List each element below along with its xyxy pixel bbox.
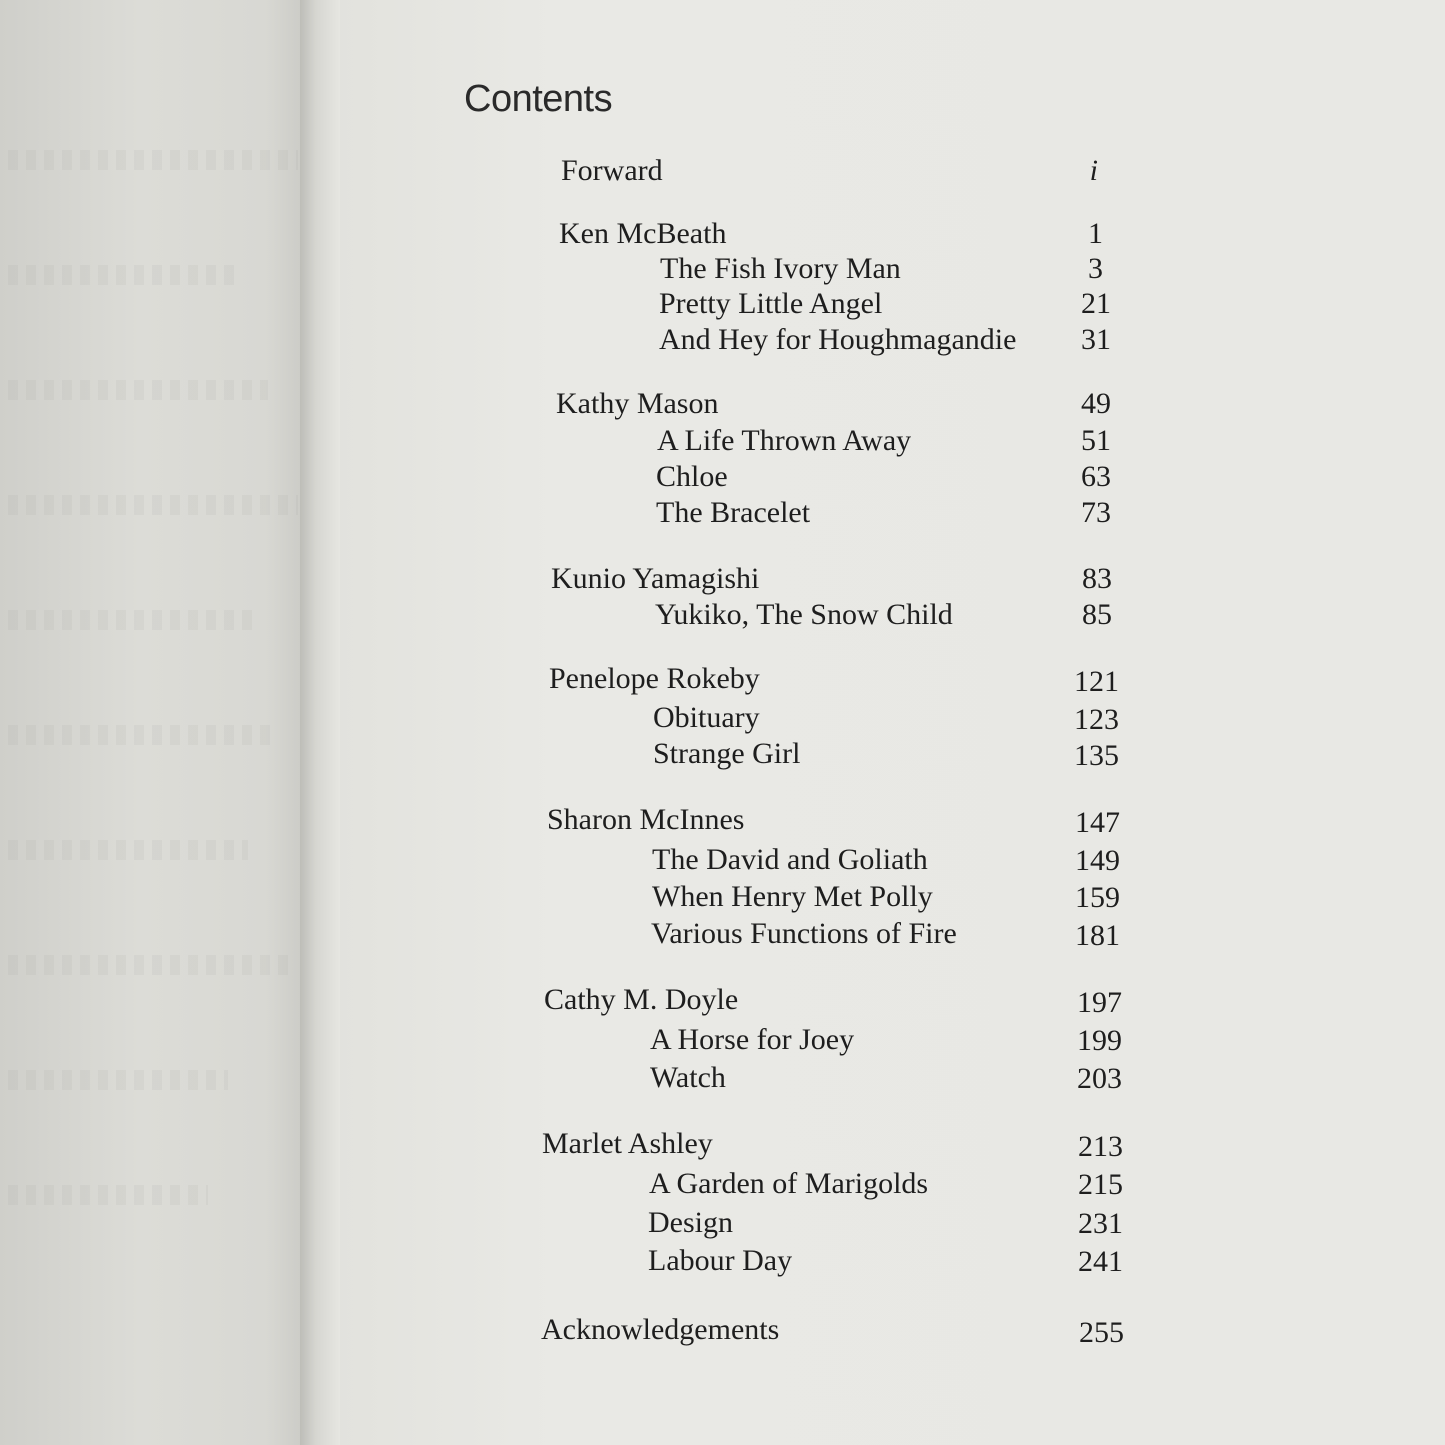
- toc-page: 73: [1081, 496, 1111, 529]
- toc-page: 149: [1075, 844, 1120, 877]
- toc-author: Cathy M. Doyle: [544, 983, 739, 1016]
- toc-entry-back: Acknowledgements: [541, 1313, 780, 1346]
- toc-page: 203: [1077, 1062, 1122, 1095]
- toc-page: 147: [1075, 806, 1120, 839]
- toc-story: A Garden of Marigolds: [649, 1167, 929, 1200]
- toc-entry-front: Forward: [561, 154, 663, 187]
- toc-page-front: i: [1089, 154, 1098, 187]
- toc-page: 215: [1078, 1168, 1123, 1201]
- toc-page: 123: [1074, 703, 1119, 736]
- toc-page: 159: [1075, 881, 1120, 914]
- toc-author: Kunio Yamagishi: [551, 562, 760, 595]
- toc-story: The Bracelet: [656, 496, 811, 529]
- toc-story: A Life Thrown Away: [657, 424, 912, 457]
- toc-author: Ken McBeath: [559, 217, 727, 250]
- toc-page: 31: [1081, 323, 1111, 356]
- toc-story: Various Functions of Fire: [651, 917, 957, 950]
- toc-author: Penelope Rokeby: [549, 662, 760, 695]
- toc-story: Design: [648, 1206, 733, 1239]
- toc-page: 241: [1078, 1245, 1123, 1278]
- toc-page: 197: [1077, 986, 1122, 1019]
- contents-title: Contents: [464, 78, 613, 120]
- toc-story: When Henry Met Polly: [652, 880, 933, 913]
- toc-page-back: 255: [1079, 1316, 1124, 1349]
- toc-page: 83: [1082, 562, 1112, 595]
- toc-story: Strange Girl: [653, 737, 801, 770]
- toc-page: 231: [1078, 1207, 1123, 1240]
- toc-story: The David and Goliath: [652, 843, 928, 876]
- toc-page: 1: [1088, 217, 1103, 250]
- toc-story: Pretty Little Angel: [659, 287, 883, 320]
- toc-author: Sharon McInnes: [547, 803, 745, 836]
- toc-author: Kathy Mason: [556, 387, 719, 420]
- toc-page: 199: [1077, 1024, 1122, 1057]
- toc-story: The Fish Ivory Man: [660, 252, 901, 285]
- toc-page: 121: [1074, 665, 1119, 698]
- toc-page: 3: [1088, 252, 1103, 285]
- toc-author: Marlet Ashley: [542, 1127, 713, 1160]
- toc-page: 213: [1078, 1130, 1123, 1163]
- toc-story: And Hey for Houghmagandie: [659, 323, 1017, 356]
- toc-page: 49: [1081, 387, 1111, 420]
- toc-page: 181: [1075, 919, 1120, 952]
- toc-story: Yukiko, The Snow Child: [655, 598, 953, 631]
- toc-page: 63: [1081, 460, 1111, 493]
- toc-page: 21: [1081, 287, 1111, 320]
- toc-story: Obituary: [653, 701, 760, 734]
- toc-page: 51: [1081, 424, 1111, 457]
- toc-story: Labour Day: [648, 1244, 793, 1277]
- toc-story: A Horse for Joey: [650, 1023, 855, 1056]
- toc-story: Chloe: [656, 460, 728, 493]
- toc-page: 135: [1074, 739, 1119, 772]
- toc-page: 85: [1082, 598, 1112, 631]
- toc-story: Watch: [650, 1061, 726, 1094]
